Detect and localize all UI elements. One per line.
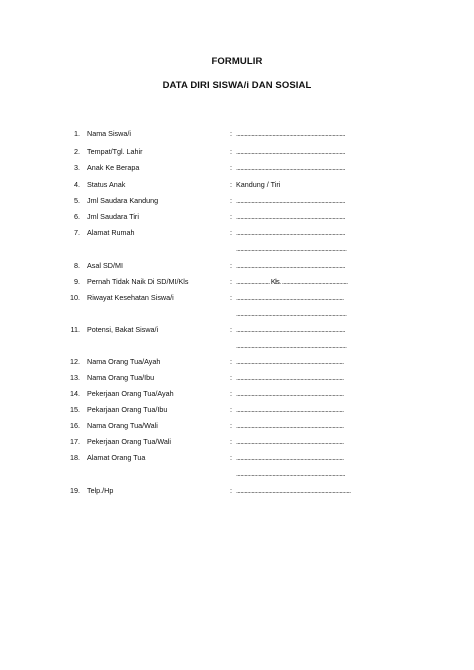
- row-label: Telp./Hp: [87, 486, 114, 495]
- row-colon: :: [230, 437, 232, 446]
- row-value: ..............................................................................: [236, 212, 345, 221]
- row-number: 2.: [74, 147, 80, 156]
- row-label: Pekerjaan Orang Tua/Ayah: [87, 389, 174, 398]
- row-number: 11.: [70, 325, 80, 334]
- row-value: ..............................................................................: [236, 196, 345, 205]
- row-colon: :: [230, 293, 232, 302]
- row-number: 4.: [74, 180, 80, 189]
- row-label: Pekerjaan Orang Tua/Wali: [87, 437, 172, 446]
- row-colon: :: [230, 421, 232, 430]
- row-label: Alamat Orang Tua: [87, 453, 146, 462]
- row-colon: :: [230, 228, 232, 237]
- row-colon: :: [230, 405, 232, 414]
- row-number: 5.: [74, 196, 80, 205]
- form-subtitle: DATA DIRI SISWA/i DAN SOSIAL: [162, 80, 312, 91]
- row-colon: :: [230, 147, 232, 156]
- row-label: Tempat/Tgl. Lahir: [87, 147, 143, 156]
- row-value: ..............................................................................: [236, 163, 345, 172]
- row-value: .............................................................................: [236, 405, 344, 414]
- row-value: .............................................................................: [236, 453, 344, 462]
- row-colon: :: [230, 325, 232, 334]
- row-colon: :: [230, 486, 232, 495]
- row-label: Anak Ke Berapa: [87, 163, 140, 172]
- row-value: .............................................................................: [236, 293, 344, 302]
- row-continuation-value: ...............................................................................: [236, 341, 347, 350]
- row-label: Nama Orang Tua/Ibu: [87, 373, 155, 382]
- row-value: .............................................................................: [236, 357, 344, 366]
- row-value: ..............................................................................: [236, 147, 345, 156]
- row-value: .............................................................................: [236, 389, 344, 398]
- row-continuation-value: ...............................................................................: [236, 309, 347, 318]
- row-number: 12.: [70, 357, 80, 366]
- row-value: ..................................................................................: [236, 486, 351, 495]
- row-number: 9.: [74, 277, 80, 286]
- row-continuation-value: ..............................................................................: [236, 469, 345, 478]
- row-value: ..............................................................................: [236, 228, 345, 237]
- row-label: Nama Orang Tua/Wali: [87, 421, 158, 430]
- form-title: FORMULIR: [211, 56, 263, 67]
- row-label: Pekarjaan Orang Tua/Ibu: [87, 405, 168, 414]
- row-number: 8.: [74, 261, 80, 270]
- row-value: ..............................................................................: [236, 261, 345, 270]
- row-colon: :: [230, 212, 232, 221]
- row-label: Nama Orang Tua/Ayah: [87, 357, 161, 366]
- row-number: 17.: [70, 437, 80, 446]
- row-colon: :: [230, 453, 232, 462]
- row-value: .............................................................................: [236, 421, 344, 430]
- row-label: Potensi, Bakat Siswa/i: [87, 325, 159, 334]
- row-label: Status Anak: [87, 180, 126, 189]
- row-label: Riwayat Kesehatan Siswa/i: [87, 293, 174, 302]
- row-number: 1.: [74, 129, 80, 138]
- row-number: 6.: [74, 212, 80, 221]
- row-number: 10.: [70, 293, 80, 302]
- row-number: 14.: [70, 389, 80, 398]
- row-colon: :: [230, 373, 232, 382]
- row-number: 16.: [70, 421, 80, 430]
- row-colon: :: [230, 163, 232, 172]
- row-label: Alamat Rumah: [87, 228, 135, 237]
- row-label: Asal SD/MI: [87, 261, 123, 270]
- row-value: ........................ Kls. ...............................................: [236, 277, 348, 286]
- row-colon: :: [230, 129, 232, 138]
- row-value: .............................................................................: [236, 373, 344, 382]
- row-number: 13.: [70, 373, 80, 382]
- row-label: Nama Siswa/i: [87, 129, 131, 138]
- row-label: Pernah Tidak Naik Di SD/MI/Kls: [87, 277, 189, 286]
- row-colon: :: [230, 277, 232, 286]
- row-colon: :: [230, 389, 232, 398]
- row-number: 3.: [74, 163, 80, 172]
- row-value: .............................................................................: [236, 437, 344, 446]
- row-number: 15.: [70, 405, 80, 414]
- row-number: 19.: [70, 486, 80, 495]
- row-value: ..............................................................................: [236, 129, 345, 138]
- row-label: Jml Saudara Tiri: [87, 212, 139, 221]
- row-number: 7.: [74, 228, 80, 237]
- row-number: 18.: [70, 453, 80, 462]
- row-colon: :: [230, 180, 232, 189]
- row-colon: :: [230, 196, 232, 205]
- row-colon: :: [230, 357, 232, 366]
- row-colon: :: [230, 261, 232, 270]
- row-label: Jml Saudara Kandung: [87, 196, 159, 205]
- row-value: ..............................................................................: [236, 325, 345, 334]
- row-continuation-value: ...............................................................................: [236, 244, 347, 253]
- row-value: Kandung / Tiri: [236, 180, 281, 189]
